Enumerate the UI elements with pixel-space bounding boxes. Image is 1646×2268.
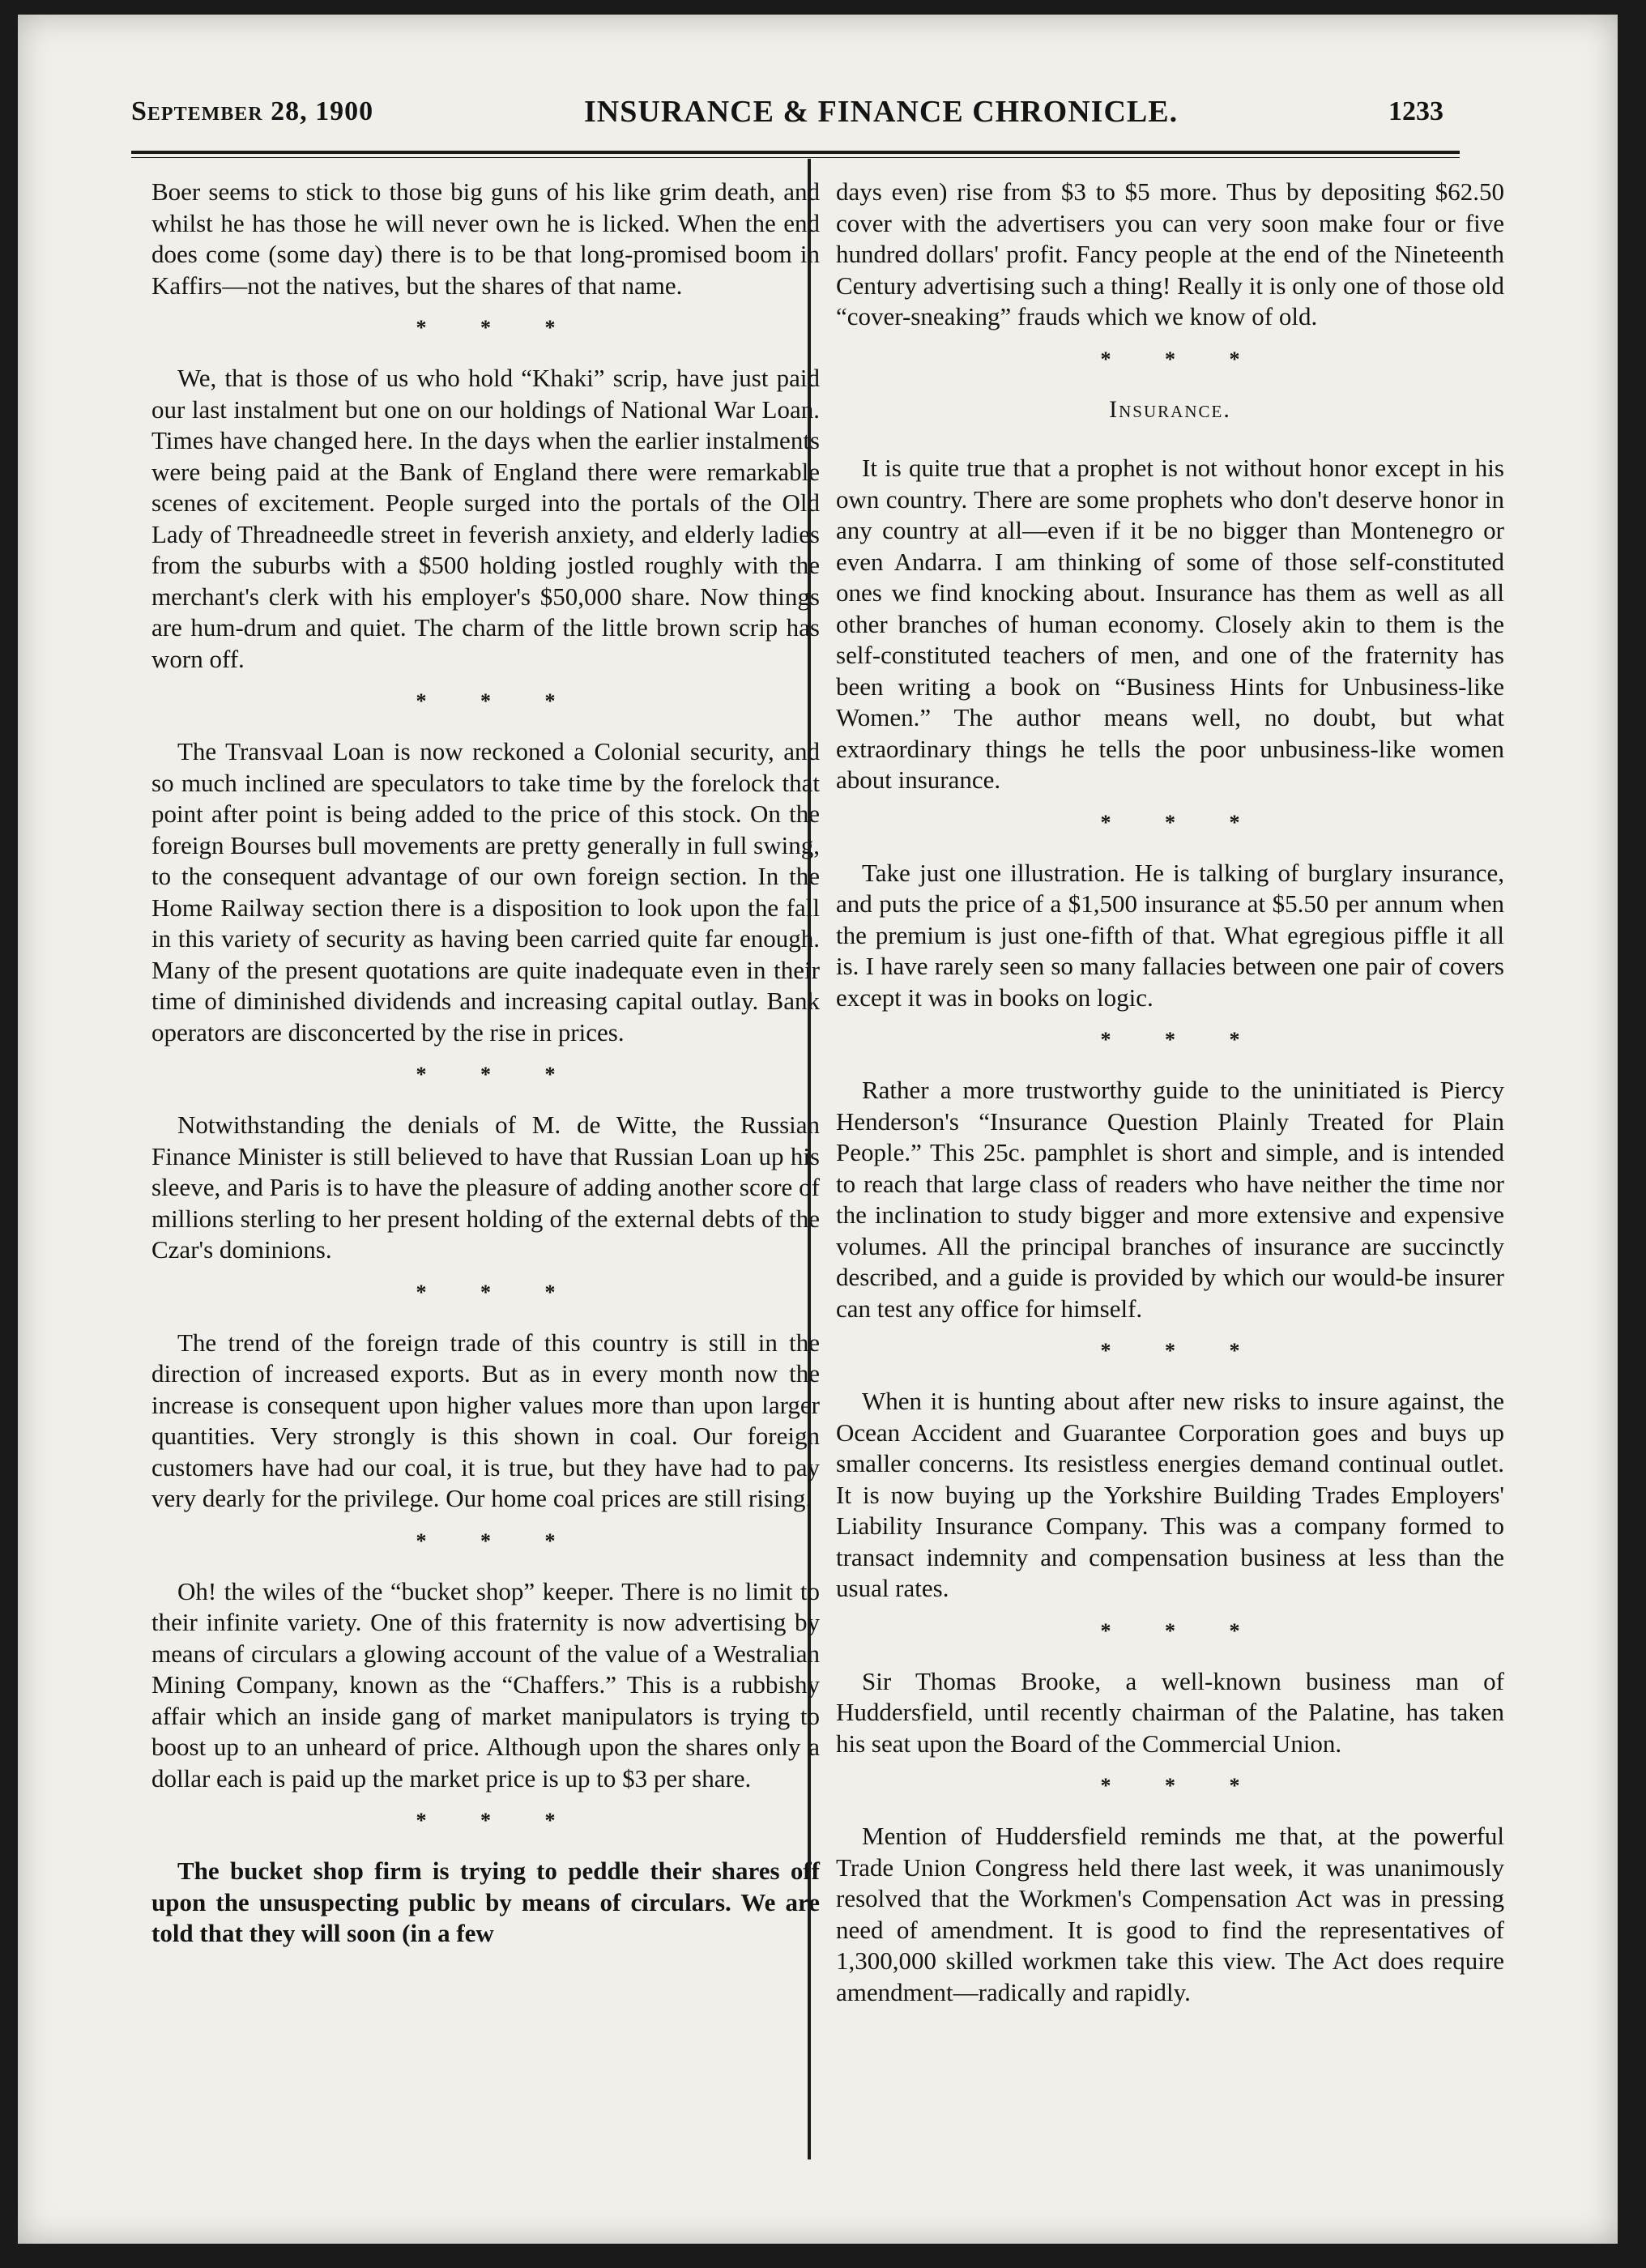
paragraph: Oh! the wiles of the “bucket shop” keeper. There is no limit to their infinite variety. One of this fraternity is now advertising by means of circulars a glowing account of the value of a Westralian Mining Company, known as the “Chaffers.” This is a rubbishy affair which an inside gang of market manipulators is trying to boost up to an unheard of price. Although upon the shares only a dollar each is paid up the market price is up to $3 per share. xyxy=(151,1576,820,1793)
issue-date: September 28, 1900 xyxy=(131,96,374,126)
section-separator: * * * xyxy=(416,689,580,713)
running-head xyxy=(131,79,1443,144)
paragraph: Take just one illustration. He is talking of burglary insurance, and puts the price of a $1,500 insurance at $5.50 per annum when the premium is just one-fifth of that. What egregious piffle it all is. I have rarely seen so many fallacies between one pair of covers except it was in books on logic. xyxy=(836,858,1504,1012)
section-separator: * * * xyxy=(1100,1028,1264,1051)
page-number: 1233 xyxy=(1388,96,1443,126)
section-separator: * * * xyxy=(1100,1618,1264,1643)
section-separator: * * * xyxy=(1100,810,1264,834)
paragraph: days even) rise from $3 to $5 more. Thus by depositing $62.50 cover with the advertisers you can very soon make four or five hundred dollars' profit. Fancy people at the end of the Nineteenth Century advertising such a thing! Really it is only one of those old “cover-sneaking” frauds which we know of old. xyxy=(836,177,1504,330)
paragraph: It is quite true that a prophet is not without honor except in his own country. There are some prophets who don't deserve honor in any country at all—even if it be no bigger than Montenegro or even Andarra. I am thinking of some of those self-constituted ones we find knocking about. Insurance has them as well as all other branches of human economy. Closely akin to them is the self-constituted teachers of men, and one of the fraternity has been writing a book on “Business Hints for Unbusiness-like Women.” The author means well, no doubt, but what extraordinary things he tells the poor unbusiness-like women about insurance. xyxy=(836,454,1504,794)
section-separator: * * * xyxy=(1100,1339,1264,1362)
section-separator: * * * xyxy=(416,1809,580,1832)
right-column xyxy=(836,177,1504,2008)
paragraph: The trend of the foreign trade of this country is still in the direction of increased exports. But as in every month now the increase is consequent upon higher values more than upon larger quantities. Very strongly is this shown in coal. Our foreign customers have had our coal, it is true, but they have had to pay very dearly for the privilege. Our home coal prices are still rising. xyxy=(151,1328,820,1512)
paragraph: The Transvaal Loan is now reckoned a Colonial security, and so much inclined are speculators to take time by the forelock that point after point is being added to the price of this stock. On the foreign Bourses bull movements are pretty generally in full swing, to the consequent advantage of our own foreign section. In the Home Railway section there is a disposition to look upon the fall in this variety of security as having been carried quite far enough. Many of the present quotations are quite inadequate even in their time of diminished dividends and increasing capital outlay. Bank operators are disconcerted by the rise in prices. xyxy=(151,737,820,1047)
section-separator: * * * xyxy=(416,1063,580,1086)
paragraph: We, that is those of us who hold “Khaki” scrip, have just paid our last instalment but one on our holdings of National War Loan. Times have changed here. In the days when the earlier instalments were being paid at the Bank of England there were remarkable scenes of excitement. People surged into the portals of the Old Lady of Threadneedle street in feverish anxiety, and elderly ladies from the suburbs with a $500 holding jostled roughly with the merchant's clerk with his employer's $50,000 share. Now things are hum-drum and quiet. The charm of the little brown scrip has worn off. xyxy=(151,364,820,673)
section-heading: Insurance. xyxy=(1109,395,1231,423)
paragraph: Mention of Huddersfield reminds me that, at the powerful Trade Union Congress held there last week, it was unanimously resolved that the Workmen's Compensation Act was in pressing need of amendment. It is good to find the representatives of 1,300,000 skilled workmen take this view. The Act does require amendment—radically and rapidly. xyxy=(836,1822,1504,2006)
section-separator: * * * xyxy=(1100,1774,1264,1797)
section-separator: * * * xyxy=(416,1280,580,1304)
newspaper-page xyxy=(18,15,1618,2244)
paragraph: When it is hunting about after new risks to insure against, the Ocean Accident and Guarantee Corporation goes and buys up smaller concerns. Its resistless energies demand continual outlet. It is now buying up the Yorkshire Building Trades Employers' Liability Insurance Company. This was a company formed to transact indemnity and compensation business at less than the usual rates. xyxy=(836,1387,1504,1602)
paragraph: Boer seems to stick to those big guns of his like grim death, and whilst he has those he will never own he is licked. When the end does come (some day) there is to be that long-promised boom in Kaffirs—not the natives, but the shares of that name. xyxy=(151,177,820,300)
paragraph: Notwithstanding the denials of M. de Witte, the Russian Finance Minister is still believed to have that Russian Loan up his sleeve, and Paris is to have the pleasure of adding another score of millions sterling to her present holding of the external debts of the Czar's dominions. xyxy=(151,1111,820,1264)
publication-title: INSURANCE & FINANCE CHRONICLE. xyxy=(584,95,1179,129)
section-separator: * * * xyxy=(416,316,580,339)
section-separator: * * * xyxy=(1100,347,1264,371)
paragraph: Rather a more trustworthy guide to the uninitiated is Piercy Henderson's “Insurance Question Plainly Treated for Plain People.” This 25c. pamphlet is short and simple, and is intended to reach that large class of readers who have neither the time nor the inclination to study bigger and more extensive and expensive volumes. All the principal branches of insurance are succinctly described, and a guide is provided by which our would-be insurer can test any office for himself. xyxy=(836,1076,1504,1323)
header-rule xyxy=(131,151,1460,158)
paragraph: The bucket shop firm is trying to peddle their shares off upon the unsuspecting public by means of circulars. We are told that they will soon (in a few xyxy=(151,1857,820,1947)
section-separator: * * * xyxy=(416,1528,580,1553)
left-column xyxy=(151,177,820,1950)
paragraph: Sir Thomas Brooke, a well-known business man of Huddersfield, until recently chairman of the Palatine, has taken his seat upon the Board of the Commercial Union. xyxy=(836,1666,1504,1758)
